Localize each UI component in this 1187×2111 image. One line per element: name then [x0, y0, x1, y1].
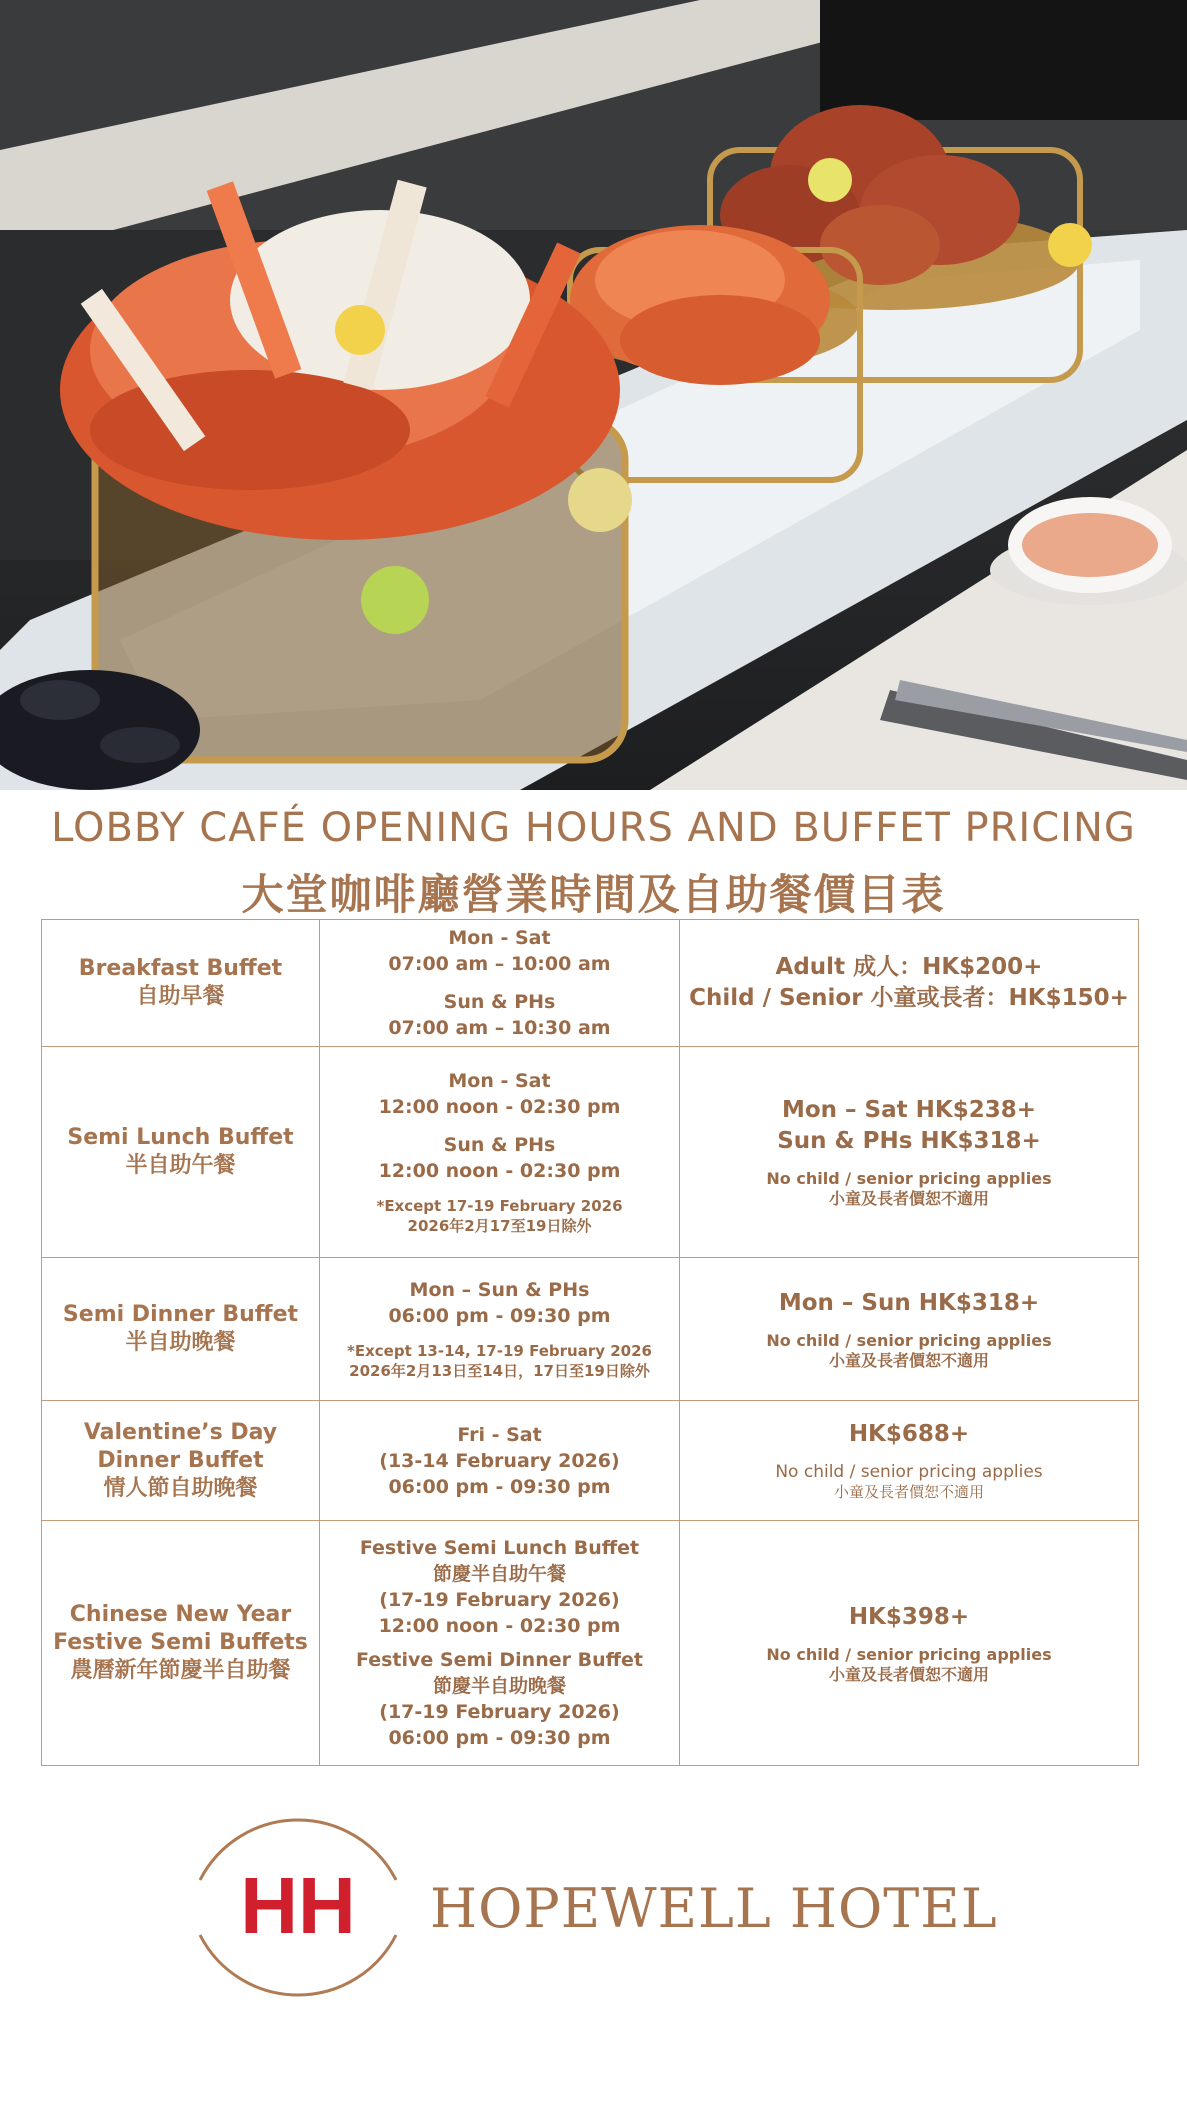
- dinner-time: 06:00 pm - 09:30 pm: [388, 1727, 611, 1749]
- buffet-name-en-2: Festive Semi Buffets: [53, 1630, 308, 1655]
- price-cell: [680, 1521, 1139, 1766]
- price-value: HK$398+: [848, 1603, 970, 1630]
- hours-time: 06:00 pm - 09:30 pm: [388, 1305, 611, 1327]
- price-cell: [680, 920, 1139, 1047]
- hotel-logo-icon: [178, 1785, 418, 2030]
- buffet-schedule-table: [41, 919, 1139, 1766]
- lunch-time: 12:00 noon - 02:30 pm: [378, 1615, 621, 1637]
- price-all-days: Mon – Sun HK$318+: [778, 1289, 1040, 1316]
- buffet-name-en: Valentine’s Day: [83, 1419, 278, 1445]
- buffet-name-zh: 半自助晚餐: [125, 1330, 236, 1355]
- price-cell: [680, 1258, 1139, 1401]
- hero-photo: [0, 0, 1187, 790]
- price-value: HK$688+: [848, 1421, 970, 1447]
- table-row-breakfast: [42, 920, 1139, 1047]
- pricing-note: No child / senior pricing applies: [775, 1462, 1043, 1482]
- dinner-title-zh: 節慶半自助晚餐: [432, 1675, 566, 1697]
- hotel-brand-name: HOPEWELL HOTEL: [430, 1877, 998, 1940]
- hours-days: Sun & PHs: [443, 991, 556, 1013]
- exception-note: *Except 17-19 February 2026: [376, 1197, 623, 1215]
- buffet-name-en: Chinese New Year: [69, 1602, 292, 1627]
- logo-mark-text: HH: [240, 1861, 356, 1950]
- table-row-semi-dinner: [42, 1258, 1139, 1401]
- pricing-note: No child / senior pricing applies: [766, 1644, 1052, 1664]
- price-weekday: Mon – Sat HK$238+: [781, 1097, 1037, 1123]
- hours-days: Sun & PHs: [443, 1134, 556, 1156]
- buffet-name-cell: [42, 1521, 320, 1766]
- hours-time: 06:00 pm - 09:30 pm: [388, 1475, 611, 1498]
- hours-days: Mon - Sat: [448, 1070, 551, 1092]
- pricing-note-zh: 小童及長者價恕不適用: [828, 1350, 989, 1370]
- price-child-senior: Child / Senior 小童或長者：HK$150+: [689, 985, 1129, 1011]
- lunch-title-zh: 節慶半自助午餐: [432, 1563, 566, 1585]
- hours-days: Mon - Sat: [448, 927, 551, 949]
- buffet-name-cell: [42, 1401, 320, 1521]
- dinner-dates: (17-19 February 2026): [379, 1701, 620, 1723]
- hours-cell: [320, 1401, 680, 1521]
- pricing-note-zh: 小童及長者價恕不適用: [833, 1483, 984, 1501]
- pricing-note: No child / senior pricing applies: [766, 1330, 1052, 1350]
- hours-cell: [320, 1047, 680, 1258]
- seafood-buffet-illustration: [0, 0, 1187, 790]
- buffet-name-zh: 情人節自助晚餐: [103, 1475, 258, 1501]
- buffet-name-cell: [42, 920, 320, 1047]
- buffet-name-zh: 自助早餐: [136, 984, 225, 1009]
- exception-note: *Except 13-14, 17-19 February 2026: [347, 1342, 652, 1360]
- hours-dates: (13-14 February 2026): [379, 1449, 620, 1472]
- price-weekend: Sun & PHs HK$318+: [777, 1128, 1041, 1154]
- buffet-name-cell: [42, 1258, 320, 1401]
- hours-time: 12:00 noon - 02:30 pm: [378, 1096, 621, 1118]
- pricing-note-zh: 小童及長者價恕不適用: [828, 1664, 989, 1684]
- hours-time: 07:00 am – 10:30 am: [388, 1017, 611, 1039]
- buffet-name-en: Semi Lunch Buffet: [67, 1125, 294, 1150]
- hours-days: Mon – Sun & PHs: [409, 1279, 590, 1301]
- table-row-chinese-new-year: [42, 1521, 1139, 1766]
- buffet-name-en: Semi Dinner Buffet: [62, 1302, 299, 1327]
- buffet-name-en: Breakfast Buffet: [78, 956, 283, 981]
- pricing-note-zh: 小童及長者價恕不適用: [828, 1189, 989, 1208]
- hours-time: 07:00 am – 10:00 am: [388, 953, 611, 975]
- hours-cell: [320, 1258, 680, 1401]
- hours-cell: [320, 920, 680, 1047]
- hours-time: 12:00 noon - 02:30 pm: [378, 1160, 621, 1182]
- buffet-name-zh: 農曆新年節慶半自助餐: [70, 1658, 291, 1683]
- price-cell: [680, 1047, 1139, 1258]
- pricing-note: No child / senior pricing applies: [766, 1169, 1052, 1188]
- price-adult: Adult 成人：HK$200+: [775, 954, 1043, 980]
- exception-note-zh: 2026年2月13日至14日，17日至19日除外: [349, 1362, 650, 1380]
- buffet-name-cell: [42, 1047, 320, 1258]
- hours-cell: [320, 1521, 680, 1766]
- page-title-chinese: 大堂咖啡廳營業時間及自助餐價目表: [241, 870, 946, 919]
- table-row-semi-lunch: [42, 1047, 1139, 1258]
- page-title: LOBBY CAFÉ OPENING HOURS AND BUFFET PRICING: [51, 805, 1136, 851]
- lunch-title: Festive Semi Lunch Buffet: [359, 1537, 640, 1559]
- lunch-dates: (17-19 February 2026): [379, 1589, 620, 1611]
- table-row-valentines: [42, 1401, 1139, 1521]
- buffet-name-zh: 半自助午餐: [125, 1153, 236, 1178]
- dinner-title: Festive Semi Dinner Buffet: [356, 1649, 643, 1671]
- exception-note-zh: 2026年2月17至19日除外: [407, 1217, 592, 1235]
- hours-days: Fri - Sat: [457, 1423, 542, 1446]
- price-cell: [680, 1401, 1139, 1521]
- buffet-name-en-2: Dinner Buffet: [97, 1447, 264, 1473]
